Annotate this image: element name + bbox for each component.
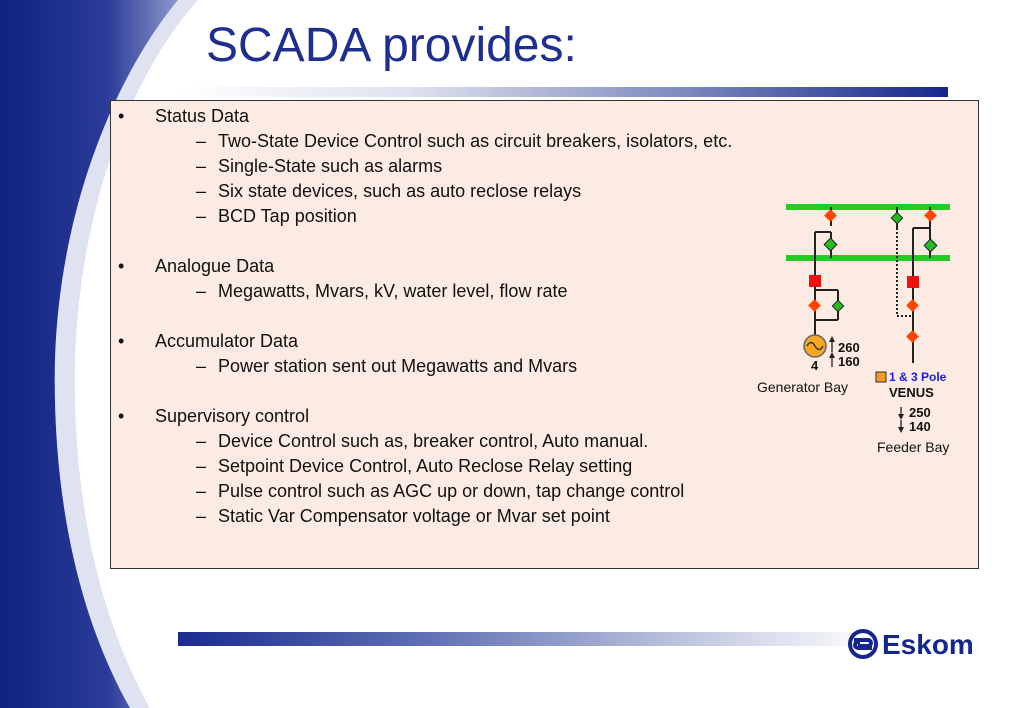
generator-value-2: 160 [838,354,860,369]
sub-item-text: Megawatts, Mvars, kV, water level, flow rate [218,281,568,301]
dash-symbol: – [196,131,207,151]
generator-breaker [809,275,821,287]
dash-symbol: – [196,506,207,526]
sub-item [118,204,732,229]
sub-item-text: Static Var Compensator voltage or Mvar set point [218,506,610,526]
arrow-up-icon [829,336,835,342]
eskom-logo-text: Eskom [882,629,974,660]
eskom-logo-icon [848,629,878,659]
generator-isolator-mid [808,299,821,312]
sub-item [118,279,732,304]
feeder-name: VENUS [889,385,934,400]
sub-item [118,154,732,179]
section-heading: Status Data [155,106,250,126]
dash-symbol: – [196,456,207,476]
feeder-isolator-bypass [891,212,902,223]
sub-item-text: Power station sent out Megawatts and Mvars [218,356,578,376]
sub-item [118,354,732,379]
sub-item-text: Setpoint Device Control, Auto Reclose Relay setting [218,456,633,476]
generator-value-1: 260 [838,340,860,355]
feeder-bay-label: Feeder Bay [877,439,950,455]
section-heading: Analogue Data [155,256,275,276]
bullet-item [118,404,732,429]
eskom-logo [846,624,991,664]
bullet-symbol: • [118,406,125,426]
sub-item [118,479,732,504]
feeder-isolator-low [906,330,919,343]
dash-symbol: – [196,181,207,201]
arrow-down-icon [898,427,904,433]
generator-number: 4 [811,358,819,373]
sub-item-text: Single-State such as alarms [218,156,443,176]
feeder-isolator-bus2 [924,239,937,252]
dash-symbol: – [196,431,207,451]
sub-item-text: Six state devices, such as auto reclose relays [218,181,582,201]
dash-symbol: – [196,356,207,376]
bullet-symbol: • [118,106,125,126]
slide-title: SCADA provides: [206,19,577,72]
generator-bay [815,207,838,336]
sub-item [118,429,732,454]
bullet-item [118,329,732,354]
generator-isolator-top [824,209,837,222]
pole-text: 1 & 3 Pole [889,370,947,384]
feeder-isolator-mid [906,299,919,312]
single-line-diagram [750,195,970,460]
generator-bay-label: Generator Bay [757,379,849,395]
feeder-isolator-top [924,209,937,222]
bullet-item [118,254,732,279]
sub-item [118,454,732,479]
feeder-value-1: 250 [909,405,931,420]
generator-isolator-bypass [832,300,843,311]
dash-symbol: – [196,481,207,501]
sub-item-text: BCD Tap position [218,206,357,226]
dash-symbol: – [196,281,207,301]
bullet-symbol: • [118,331,125,351]
busbar-bottom [786,255,950,261]
busbar-top [786,204,950,210]
sub-item [118,179,732,204]
feeder-value-2: 140 [909,419,931,434]
feeder-breaker [907,276,919,288]
dash-symbol: – [196,156,207,176]
bullet-list [118,104,732,529]
sub-item-text: Two-State Device Control such as circuit breakers, isolators, etc. [218,131,733,151]
sub-item [118,504,732,529]
bullet-item [118,104,732,129]
arrow-up-icon [829,352,835,358]
section-heading: Accumulator Data [155,331,299,351]
sub-item [118,129,732,154]
sub-item-text: Pulse control such as AGC up or down, tap change control [218,481,685,501]
generator-isolator-bus2 [824,238,837,251]
section-heading: Supervisory control [155,406,310,426]
dash-symbol: – [196,206,207,226]
sub-item-text: Device Control such as, breaker control, Auto manual. [218,431,649,451]
bullet-symbol: • [118,256,125,276]
title-underline-bar [178,87,948,97]
arrow-down-icon [898,414,904,420]
pole-indicator [876,372,886,382]
